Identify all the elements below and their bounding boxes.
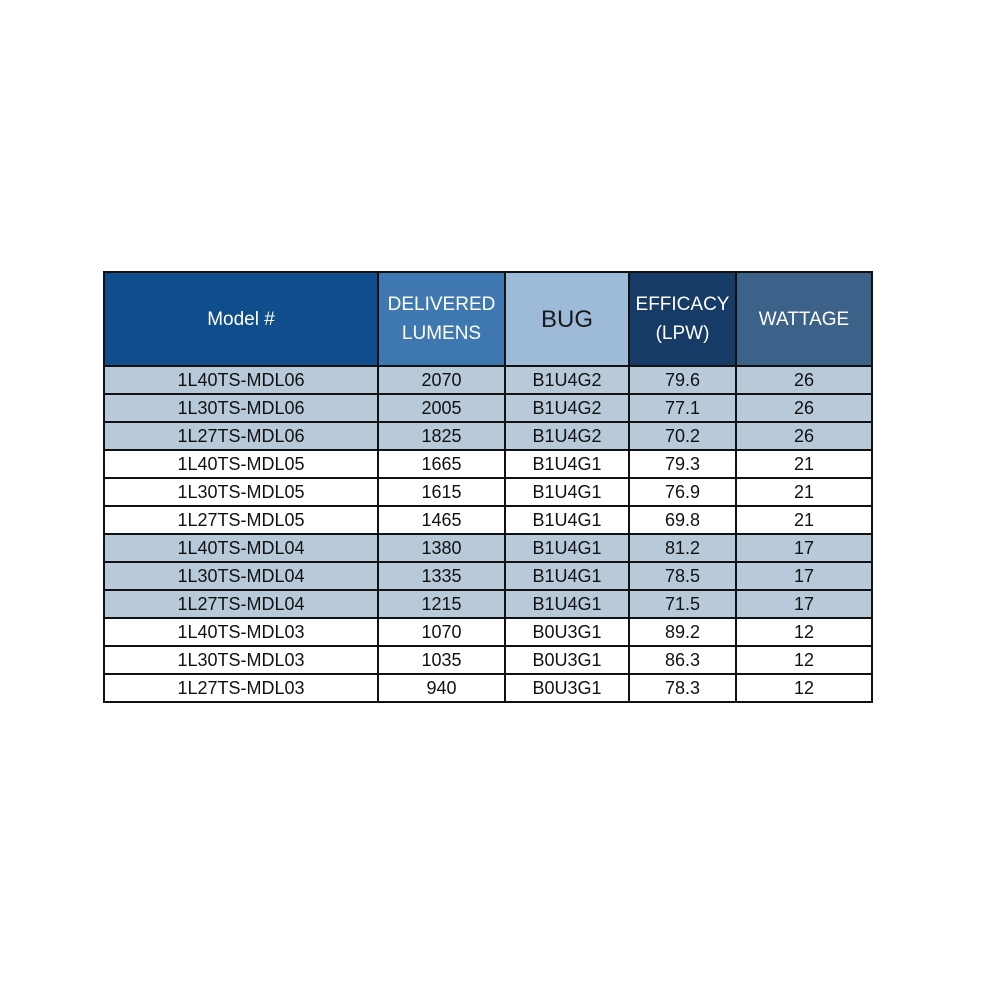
cell-wattage: 21 xyxy=(736,478,872,506)
cell-lumens: 940 xyxy=(378,674,505,702)
cell-wattage: 17 xyxy=(736,562,872,590)
header-efficacy xyxy=(629,272,736,366)
cell-wattage: 21 xyxy=(736,450,872,478)
cell-bug: B1U4G2 xyxy=(505,366,629,394)
cell-model: 1L40TS-MDL06 xyxy=(104,366,378,394)
cell-lumens: 1825 xyxy=(378,422,505,450)
table-row xyxy=(104,646,872,674)
cell-bug: B0U3G1 xyxy=(505,646,629,674)
table-row xyxy=(104,562,872,590)
header-delivered-lumens xyxy=(378,272,505,366)
table-row xyxy=(104,422,872,450)
cell-lumens: 2070 xyxy=(378,366,505,394)
cell-efficacy: 76.9 xyxy=(629,478,736,506)
cell-bug: B1U4G2 xyxy=(505,394,629,422)
cell-efficacy: 71.5 xyxy=(629,590,736,618)
cell-bug: B1U4G1 xyxy=(505,590,629,618)
cell-efficacy: 78.3 xyxy=(629,674,736,702)
cell-wattage: 26 xyxy=(736,394,872,422)
table-row xyxy=(104,506,872,534)
cell-bug: B1U4G1 xyxy=(505,478,629,506)
table-row xyxy=(104,394,872,422)
table-row xyxy=(104,674,872,702)
cell-efficacy: 81.2 xyxy=(629,534,736,562)
table-row xyxy=(104,534,872,562)
cell-wattage: 26 xyxy=(736,366,872,394)
header-bug-label: BUG xyxy=(540,305,593,333)
cell-wattage: 12 xyxy=(736,646,872,674)
table-row xyxy=(104,450,872,478)
cell-bug: B0U3G1 xyxy=(505,618,629,646)
cell-wattage: 21 xyxy=(736,506,872,534)
cell-lumens: 1215 xyxy=(378,590,505,618)
header-model xyxy=(104,272,378,366)
cell-bug: B1U4G1 xyxy=(505,562,629,590)
cell-wattage: 17 xyxy=(736,590,872,618)
cell-lumens: 1335 xyxy=(378,562,505,590)
cell-wattage: 26 xyxy=(736,422,872,450)
header-wattage-label: WATTAGE xyxy=(758,308,850,330)
cell-efficacy: 77.1 xyxy=(629,394,736,422)
cell-model: 1L27TS-MDL06 xyxy=(104,422,378,450)
cell-lumens: 1665 xyxy=(378,450,505,478)
table-row xyxy=(104,478,872,506)
table-row xyxy=(104,590,872,618)
cell-model: 1L30TS-MDL04 xyxy=(104,562,378,590)
table-row xyxy=(104,366,872,394)
cell-efficacy: 79.3 xyxy=(629,450,736,478)
cell-model: 1L30TS-MDL05 xyxy=(104,478,378,506)
cell-model: 1L40TS-MDL05 xyxy=(104,450,378,478)
cell-model: 1L27TS-MDL05 xyxy=(104,506,378,534)
header-efficacy-line2: (LPW) xyxy=(655,323,710,344)
cell-efficacy: 69.8 xyxy=(629,506,736,534)
header-row xyxy=(104,272,872,366)
header-model-label: Model # xyxy=(207,308,275,330)
cell-lumens: 1380 xyxy=(378,534,505,562)
cell-bug: B1U4G2 xyxy=(505,422,629,450)
cell-bug: B1U4G1 xyxy=(505,450,629,478)
cell-bug: B1U4G1 xyxy=(505,534,629,562)
cell-model: 1L27TS-MDL04 xyxy=(104,590,378,618)
cell-efficacy: 70.2 xyxy=(629,422,736,450)
cell-model: 1L30TS-MDL03 xyxy=(104,646,378,674)
cell-model: 1L27TS-MDL03 xyxy=(104,674,378,702)
cell-wattage: 12 xyxy=(736,618,872,646)
cell-model: 1L40TS-MDL03 xyxy=(104,618,378,646)
cell-wattage: 17 xyxy=(736,534,872,562)
cell-efficacy: 89.2 xyxy=(629,618,736,646)
cell-bug: B0U3G1 xyxy=(505,674,629,702)
table-row xyxy=(104,618,872,646)
table-body xyxy=(104,366,872,702)
cell-efficacy: 86.3 xyxy=(629,646,736,674)
cell-wattage: 12 xyxy=(736,674,872,702)
header-wattage xyxy=(736,272,872,366)
cell-efficacy: 79.6 xyxy=(629,366,736,394)
cell-lumens: 1070 xyxy=(378,618,505,646)
spec-table xyxy=(103,271,873,703)
header-bug xyxy=(505,272,629,366)
cell-model: 1L40TS-MDL04 xyxy=(104,534,378,562)
cell-lumens: 2005 xyxy=(378,394,505,422)
cell-lumens: 1035 xyxy=(378,646,505,674)
cell-model: 1L30TS-MDL06 xyxy=(104,394,378,422)
cell-lumens: 1465 xyxy=(378,506,505,534)
cell-bug: B1U4G1 xyxy=(505,506,629,534)
header-lumens-line2: LUMENS xyxy=(401,323,482,344)
header-efficacy-line1: EFFICACY xyxy=(635,294,730,315)
cell-efficacy: 78.5 xyxy=(629,562,736,590)
header-lumens-line1: DELIVERED xyxy=(387,294,496,315)
cell-lumens: 1615 xyxy=(378,478,505,506)
